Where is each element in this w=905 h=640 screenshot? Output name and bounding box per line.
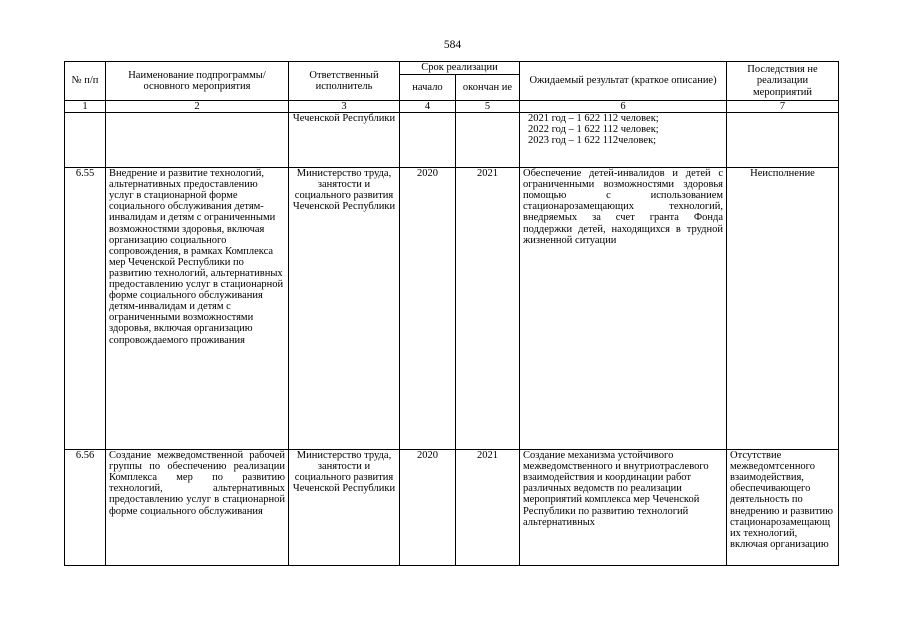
column-number: 2 (106, 101, 289, 113)
column-number: 3 (289, 101, 400, 113)
header-name: Наименование подпрограммы/ основного мероприятия (106, 62, 289, 101)
header-executor: Ответственный исполнитель (289, 62, 400, 101)
program-table (64, 61, 839, 566)
header-result: Ожидаемый результат (краткое описание) (520, 62, 727, 101)
column-number: 5 (456, 101, 520, 113)
table-row (65, 168, 839, 450)
executor-cell: Министерство труда, занятости и социального развития Чеченской Республики (289, 168, 400, 450)
start-year: 2020 (400, 168, 456, 450)
start-year: 2020 (400, 450, 456, 566)
consequence-cell: Отсутствие межведомтсенного взаимодействия, обеспечивающего деятельность по внедрению и развитию стационарозамещающ их технологий, включая организацию (727, 450, 839, 566)
executor-cell: Министерство труда, занятости и социального развития Чеченской Республики (289, 450, 400, 566)
header-period: Срок реализации (400, 62, 520, 75)
result-line: 2022 год – 1 622 112 человек; (528, 124, 659, 136)
name-cell: Создание межведомственной рабочей группы по обеспечению реализации Комплекса мер по развитию технологий, альтернативных предоставлению услуг в стационарной форме социального обслуживания (106, 450, 289, 566)
table-row (65, 113, 839, 168)
table-row (65, 450, 839, 566)
header-start: начало (400, 75, 456, 101)
result-cell: Создание механизма устойчивого межведомственного и внутриотраслевого взаимодействия и координации работ различных ведомств по реализации мероприятий комплекса мер Чеченской Республики по развитию технологий альтернативных (520, 450, 727, 566)
name-cell: Внедрение и развитие технологий, альтернативных предоставлению услуг в стационарной форме социального обслуживания детям-инвалидам и детям с ограниченными возможностями здоровья, включая организацию социального сопровождения, в рамках Комплекса мер Чеченской Республики по развитию технологий, альтернативных предоставлению услуг в стационарной форме социального обслуживания детям-инвалидам и детям с ограниченными возможностями здоровья, включая организацию сопровождаемого проживания (106, 168, 289, 450)
column-number: 1 (65, 101, 106, 113)
end-year: 2021 (456, 450, 520, 566)
end-year: 2021 (456, 168, 520, 450)
header-end: окончан ие (456, 75, 520, 101)
column-number: 6 (520, 101, 727, 113)
column-number: 4 (400, 101, 456, 113)
header-num: № п/п (65, 62, 106, 101)
result-cell: Обеспечение детей-инвалидов и детей с ограниченными возможностями здоровья помощью с использованием стационарозамещающих технологий, внедряемых за счет гранта Фонда поддержки детей, находящихся в трудной жизненной ситуации (520, 168, 727, 450)
consequence-cell: Неисполнение (727, 168, 839, 450)
header-consequence: Последствия не реализации мероприятий (727, 62, 839, 101)
column-number-row (65, 101, 839, 113)
column-number: 7 (727, 101, 839, 113)
row-number: 6.56 (65, 450, 106, 566)
result-cell (520, 113, 727, 168)
row-number: 6.55 (65, 168, 106, 450)
result-line: 2023 год – 1 622 112человек; (528, 135, 657, 147)
executor-cell: Чеченской Республики (289, 113, 400, 168)
result-line: 2021 год – 1 622 112 человек; (528, 113, 659, 125)
page-number: 584 (443, 39, 462, 51)
